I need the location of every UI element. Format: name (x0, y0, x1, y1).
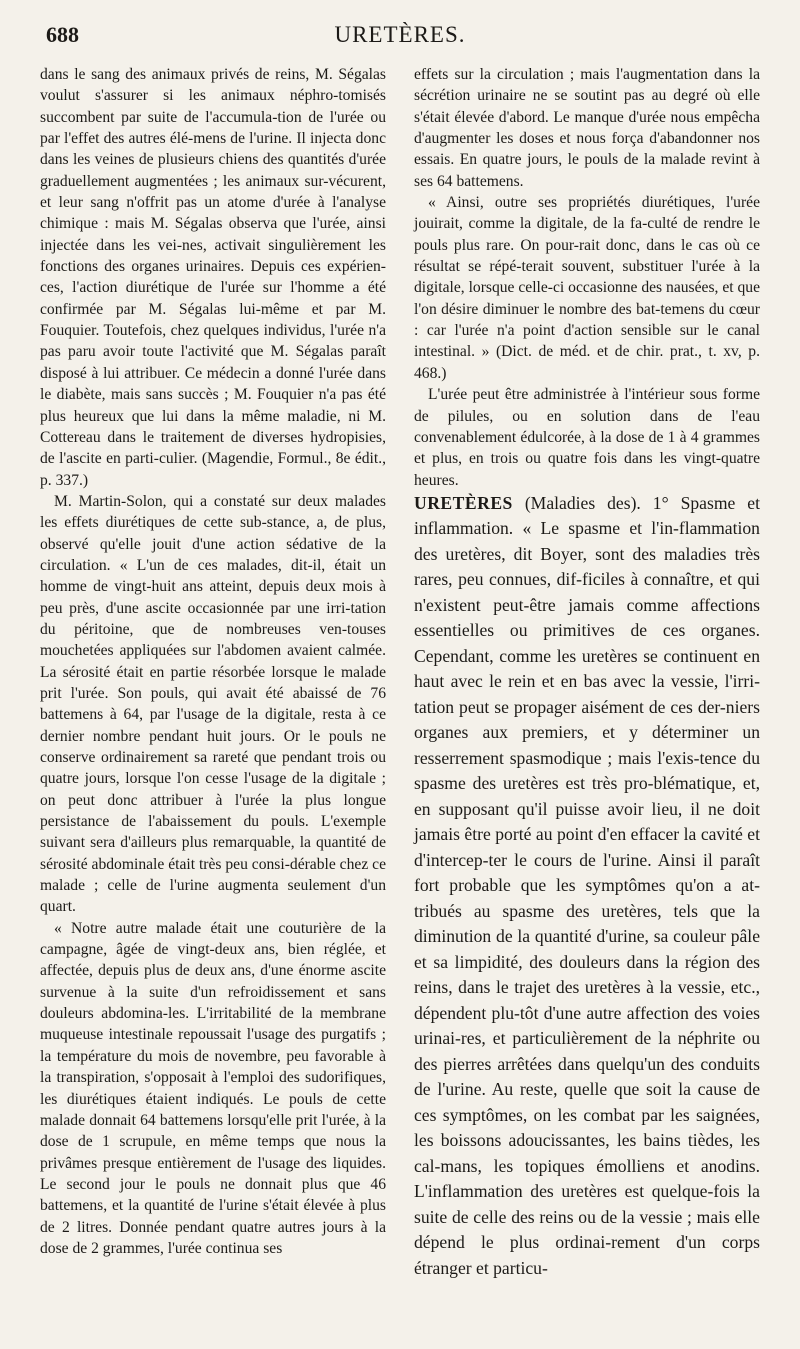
entry-subtitle: (Maladies des). 1° Spasme et inflammation. (414, 492, 760, 539)
left-column (40, 64, 386, 1281)
paragraph: effets sur la circulation ; mais l'augmentation dans la sécrétion urinaire ne se soutint pas au degré où elle s'était élevée d'abord. Le manque d'urée nous empêcha d'augmenter les doses et nous força d'abandonner nos essais. En quatre jours, le pouls de la malade revint à ses 64 battemens. (414, 66, 760, 190)
paragraph: L'urée peut être administrée à l'intérieur sous forme de pilules, ou en solution dans de l'eau convenablement édulcorée, à la dose de 1 à 4 grammes et plus, en trois ou quatre fois dans les vingt-quatre heures. (414, 386, 760, 489)
entry-headword: URETÈRES (414, 492, 513, 513)
paragraph: dans le sang des animaux privés de reins, M. Ségalas voulut s'assurer si les animaux néphro-tomisés succombent par suite de l'accumula-tion de l'urée ou par l'effet des autres élé-mens de l'urine. Il injecta donc dans les veines de plusieurs chiens des quantités d'urée graduellement augmentées ; les animaux sur-vécurent, et leur sang n'offrit pas un atome d'urée à l'analyse chimique : mais M. Ségalas observa que l'urée, ainsi injectée dans les vei-nes, activait singulièrement les fonctions des organes urinaires. Depuis ces expérien-ces, l'action diurétique de l'urée sur l'homme a été confirmée par M. Ségalas lui-même et par M. Fouquier. Toutefois, chez quelques individus, l'urée n'a pas paru avoir toute l'activité que M. Ségalas paraît disposé à lui attribuer. Ce médecin a donné l'urée dans le diabète, mais sans succès ; M. Fouquier n'a pas été plus heureux que lui dans la même maladie, ni M. Cottereau dans le traitement de diverses hydropisies, de l'ascite en parti-culier. (Magendie, Formul., 8e édit., p. 337.) (40, 66, 386, 489)
paragraph: M. Martin-Solon, qui a constaté sur deux malades les effets diurétiques de cette sub-stance, a, de plus, observé qu'elle jouit d'une action sédative de la circulation. « L'un de ces malades, dit-il, était un homme de vingt-huit ans atteint, depuis deux mois à peu près, d'une ascite occasionnée par une irri-tation du péritoine, que de nombreuses ven-touses mouchetées appliquées sur l'abdomen avaient calmée. La sérosité était en partie résorbée lorsque le malade prit l'urée. Son pouls, qui avait été abaissé de 76 battemens à 64, par l'usage de la digitale, resta à ce dernier nombre pendant huit jours. Or le pouls ne conserve ordinairement sa rareté que pendant trois ou quatre jours, lorsque l'on cesse l'usage de la digitale ; on peut donc attribuer à l'urée la plus longue persistance de l'abaissement du pouls. L'exemple suivant sera d'ailleurs plus remarquable, la quantité de sérosité abdominale était très peu consi-dérable chez ce malade ; celle de l'urine augmenta seulement d'un quart. (40, 492, 386, 916)
text-columns (40, 64, 760, 1281)
right-column (414, 64, 760, 1281)
paragraph: « Ainsi, outre ses propriétés diurétiques, l'urée jouirait, comme la digitale, de la fa-culté de rendre le pouls plus rare. On pour-rait donc, dans le cas où ce résultat se répé-terait souvent, substituer l'urée à la digitale, lorsque celle-ci occasionne des nausées, et que l'on désire diminuer le nombre des bat-temens du cœur : car l'urée n'a point d'action sensible sur le canal intestinal. » (Dict. de méd. et de chir. prat., t. xv, p. 468.) (414, 194, 760, 382)
entry-text: « Le spasme et l'in-flammation des uretères, dit Boyer, sont des maladies très rares, peu connues, dif-ficiles à connaître, et qui n'existent peut-être jamais comme affections essentielles ou primitives de ces organes. Cependant, comme les uretères se continuent en haut avec le rein et en bas avec la vessie, l'irri-tation peut se propager aisément de ces der-niers organes aux premiers, et y déterminer un resserrement spasmodique ; mais l'exis-tence du spasme des uretères est très pro-blématique, et, en supposant qu'il puisse avoir lieu, il ne doit jamais être porté au point d'en effacer la cavité et d'intercep-ter le cours de l'urine. Ainsi il paraît fort probable que les symptômes qu'on a at-tribués au spasme des uretères, tels que la diminution de la quantité d'urine, sa couleur pâle et sa limpidité, des douleurs dans la région des reins, dans le trajet des uretères à la vessie, etc., dépendent plu-tôt d'une autre affection des voies urinai-res, et particulièrement de la néphrite ou des pierres arrêtées dans quelqu'un des conduits de l'urine. Au reste, quelle que soit la cause de ces symptômes, on les combat par les saignées, les boissons adoucissantes, les bains tièdes, les cal-mans, les topiques émolliens et anodins. L'inflammation des uretères est quelque-fois la suite de celle des reins ou de la vessie ; mais elle dépend le plus ordinai-rement d'un corps étranger et particu- (414, 518, 760, 1278)
paragraph: « Notre autre malade était une couturière de la campagne, âgée de vingt-deux ans, bien réglée, et affectée, depuis plus de deux ans, d'une énorme ascite survenue à la suite d'un refroidissement et sans douleurs abdomina-les. L'irritabilité de la membrane muqueuse intestinale repoussait l'usage des purgatifs ; la température du mois de novembre, peu favorable à la transpiration, s'opposait à l'emploi des sudorifiques, les diurétiques étaient indiqués. Le pouls de cette malade donnait 64 battemens lorsqu'elle prit l'urée, à la dose de 1 scrupule, en même temps que nous la privâmes presque entièrement de l'usage des liquides. Le second jour le pouls ne donnait plus que 46 battemens, et la quantité de l'urine s'était élevée à plus de 2 litres. Donnée pendant quatre autres jours à la dose de 2 grammes, l'urée continua ses (40, 919, 386, 1257)
page-header (40, 22, 760, 58)
running-head: URETÈRES. (334, 22, 466, 47)
page-number: 688 (46, 22, 79, 47)
dictionary-entry (414, 491, 760, 1282)
